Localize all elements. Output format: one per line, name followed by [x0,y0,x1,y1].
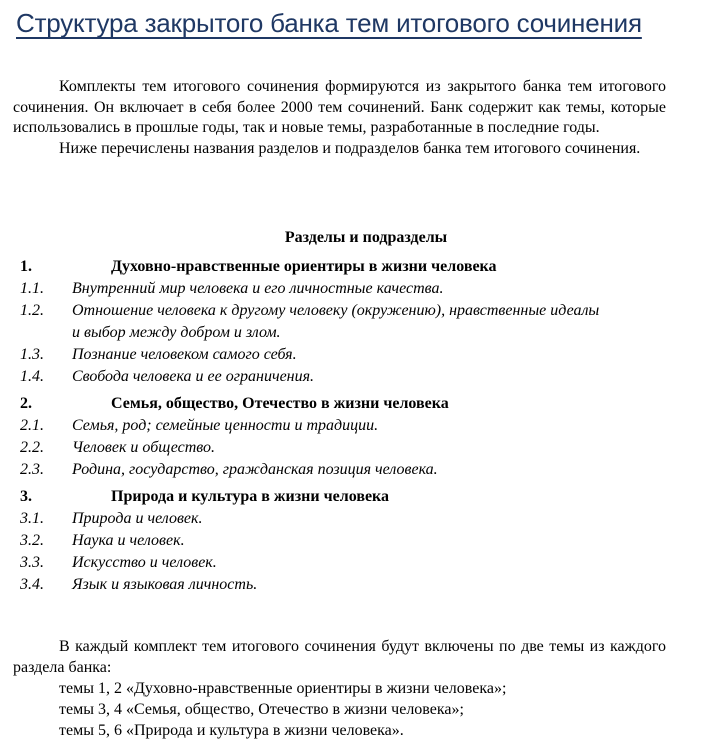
subsection-row [20,530,660,552]
section-row [20,393,660,415]
page-title: Структура закрытого банка тем итогового сочинения [16,8,642,38]
subsection-number: 2.1. [20,417,44,434]
subsection-text: Свобода человека и ее ограничения. [72,368,315,385]
section-number: 2. [20,395,32,412]
subsection-row [20,574,660,596]
subsection-row [20,415,660,437]
subsection-text: Наука и человек. [72,532,185,549]
subsection-text: Познание человеком самого себя. [72,346,297,363]
intro-paragraph: Ниже перечислены названия разделов и подразделов банка тем итогового сочинения. [59,139,641,157]
subsection-row [20,344,660,366]
subsection-text: Природа и человек. [72,510,203,527]
subsection-row [20,508,660,530]
subsection-number: 3.4. [20,576,44,593]
subsection-number: 2.2. [20,439,44,456]
section-row [20,486,660,508]
section-row [20,256,660,278]
subsection-number: 3.3. [20,554,44,571]
section-title: Семья, общество, Отечество в жизни человека [111,395,449,412]
subsection-row [20,459,660,481]
subsection-text: Внутренний мир человека и его личностные качества. [72,280,444,297]
subsection-number: 1.3. [20,346,44,363]
subsection-number: 3.2. [20,532,44,549]
section-number: 3. [20,488,32,505]
subsection-row [20,366,660,388]
subsection-row [20,300,660,344]
sections-list [20,256,660,596]
subsection-number: 1.1. [20,280,44,297]
outro-paragraph: В каждый комплект тем итогового сочинения будут включены по две темы из каждого раздела банка: [13,638,666,676]
subsection-text: Родина, государство, гражданская позиция человека. [72,461,438,478]
subsection-text: Искусство и человек. [72,554,217,571]
section-title: Духовно-нравственные ориентиры в жизни человека [111,258,497,275]
subsection-number: 1.4. [20,368,44,385]
sections-heading: Разделы и подразделы [284,229,448,246]
subsection-text: Язык и языковая личность. [72,576,258,593]
topic-line: темы 1, 2 «Духовно-нравственные ориентиры в жизни человека»; [59,680,507,697]
subsection-row [20,437,660,459]
outro-text [13,636,666,741]
subsection-row [20,278,660,300]
section-title: Природа и культура в жизни человека [111,488,390,505]
subsection-number: 2.3. [20,461,44,478]
subsection-row [20,552,660,574]
section-number: 1. [20,258,32,275]
subsection-text: Семья, род; семейные ценности и традиции. [72,417,379,434]
topic-line: темы 3, 4 «Семья, общество, Отечество в жизни человека»; [59,701,464,718]
intro-text [13,77,666,159]
subsection-text: Человек и общество. [72,439,216,456]
topic-line: темы 5, 6 «Природа и культура в жизни человека». [59,722,404,739]
intro-paragraph: Комплекты тем итогового сочинения формируются из закрытого банка тем итогового сочинения. Он включает в себя более 2000 тем сочинений. Банк содержит как темы, которые использовались в прошлые годы, так и новые темы, разработанные в последние годы. [13,78,666,137]
subsection-number: 1.2. [20,302,44,319]
subsection-text: Отношение человека к другому человеку (окружению), нравственные идеалы и выбор между добром и злом. [72,302,600,341]
subsection-number: 3.1. [20,510,44,527]
